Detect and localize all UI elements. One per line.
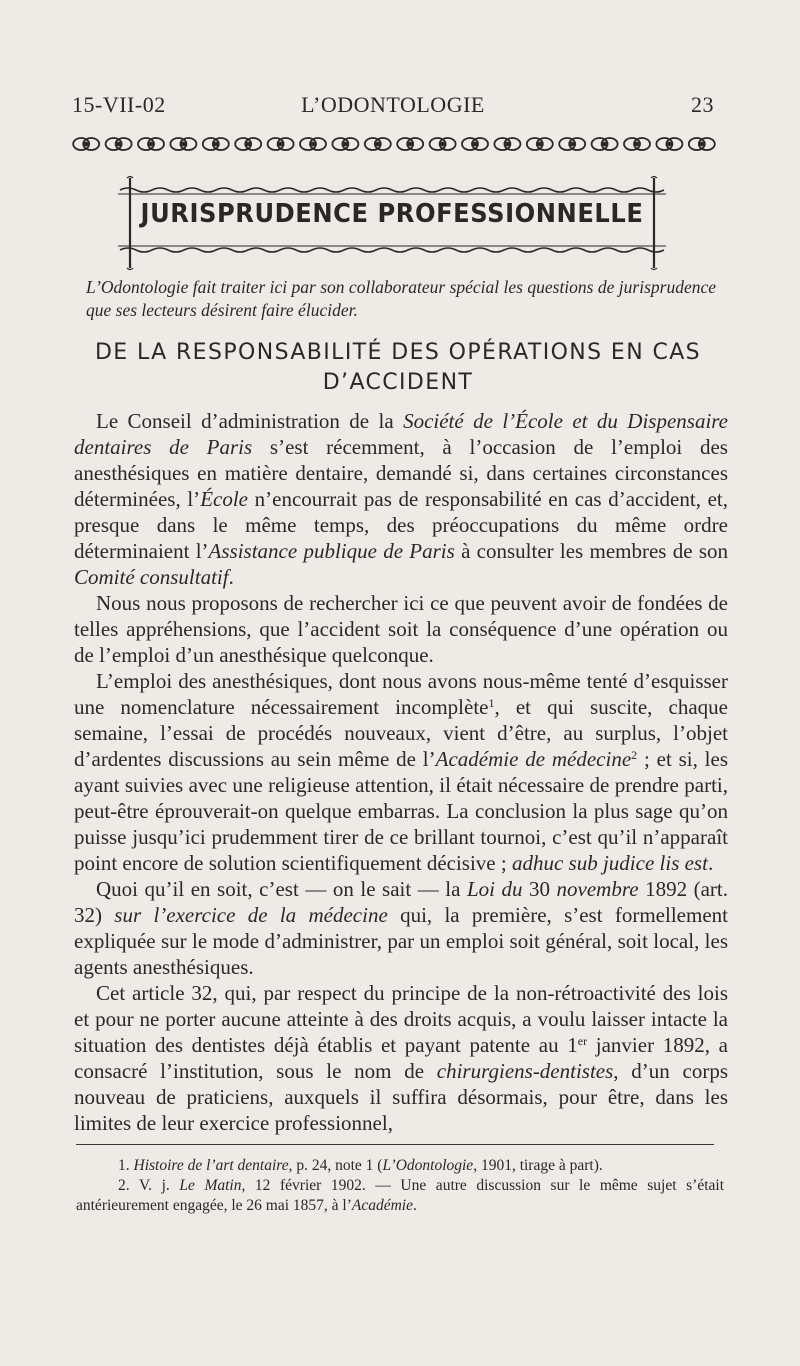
footnote-rule (76, 1144, 714, 1145)
rubric-title: JURISPRUDENCE PROFESSIONNELLE (140, 199, 644, 229)
ornament-motif (462, 138, 488, 150)
rubric-intro: L’Odontologie fait traiter ici par son collaborateur spécial les questions de jurisprudence que ses lecteurs désirent faire élucider. (86, 277, 716, 320)
article-body (74, 408, 728, 1136)
ornament-motif (300, 138, 326, 150)
ornament-motif (332, 138, 358, 150)
footnote-1: 1. Histoire de l’art dentaire, p. 24, note 1 (L’Odontologie, 1901, tirage à part). (118, 1157, 603, 1174)
footnotes (76, 1156, 724, 1216)
ornament-motif (365, 138, 391, 150)
ornament-motif (656, 138, 682, 150)
ornament-motif (527, 138, 553, 150)
paragraph-1: Le Conseil d’administration de la Société de l’École et du Dispensaire dentaires de Paris s’est récemment, à l’occasion de l’emploi des anesthésiques en matière dentaire, demandé si, dans certaines circonstances déterminées, l’École n’encourrait pas de responsabilité en cas d’accident, et, presque dans le même temps, des préoccupations du même ordre déterminaient l’Assistance publique de Paris à consulter les membres de son Comité consultatif. (74, 409, 728, 589)
journal-title: L’ODONTOLOGIE (301, 92, 485, 117)
paragraph-3: L’emploi des anesthésiques, dont nous avons nous-même tenté d’esquisser une nomenclature nécessairement incomplète$^1$, et qui suscite, chaque semaine, l’essai de procédés nouveaux, vient d’être, au surplus, l’objet d’ardentes discussions au sein même de l’Académie de médecine$^2$ ; et si, les ayant suivies avec une religieuse attention, il était nécessaire de prendre parti, peut-être éprouverait-on quelque embarras. La conclusion la plus sage qu’on puisse jusqu’ici prudemment tirer de ce brillant tournoi, c’est qu’il n’apparaît point encore de solution scientifiquement décisive ; adhuc sub judice lis est. (74, 669, 729, 875)
footnote-2: 2. V. j. Le Matin, 12 février 1902. — Une autre discussion sur le même sujet s’était antérieurement engagée, le 26 mai 1857, à l’Académie. (76, 1177, 724, 1214)
ornament-motif (430, 138, 456, 150)
paragraph-2: Nous nous proposons de rechercher ici ce que peuvent avoir de fondées de telles appréhensions, que l’accident soit la conséquence d’une opération ou de l’emploi d’un anesthésique quelconque. (74, 591, 728, 667)
article-title-line-1: DE LA RESPONSABILITÉ DES OPÉRATIONS EN CAS (94, 340, 702, 365)
ornament-motif (203, 138, 229, 150)
running-header (72, 92, 714, 120)
ornament-motif (73, 138, 99, 150)
article-title (68, 338, 728, 398)
rubric-frame (116, 172, 668, 276)
article-title-line-2: D’ACCIDENT (322, 370, 474, 395)
paragraph-5: Cet article 32, qui, par respect du principe de la non-rétroactivité des lois et pour ne porter aucune atteinte à des droits acquis, a voulu laisser intacte la situation des dentistes déjà établis et payant patente au 1er janvier 1892, a consacré l’institution, sous le nom de chirurgiens-dentistes, d’un corps nouveau de praticiens, auxquels il suffira désormais, pour être, dans les limites de leur exercice professionnel, (74, 981, 728, 1135)
ornament-motif (235, 138, 261, 150)
ornament-motif (106, 138, 132, 150)
ornament-motif (170, 138, 196, 150)
page-number: 23 (691, 92, 714, 117)
ornament-motif (138, 138, 164, 150)
ornament-motif (689, 138, 715, 150)
footnote-ref-1[interactable]: 1 (488, 696, 495, 710)
ornament-motif (592, 138, 618, 150)
issue-date: 15-VII-02 (72, 92, 166, 117)
ornament-motif (559, 138, 585, 150)
ornament-motif (494, 138, 520, 150)
ornament-motif (397, 138, 423, 150)
paragraph-4: Quoi qu’il en soit, c’est — on le sait — la Loi du 30 novembre 1892 (art. 32) sur l’exercice de la médecine qui, la première, s’est formellement expliquée sur le mode d’administrer, par un emploi soit général, soit local, les agents anesthésiques. (74, 877, 728, 979)
ornament-band (70, 130, 718, 158)
ornament-motif (268, 138, 294, 150)
ornament-motif (624, 138, 650, 150)
footnote-ref-2[interactable]: 2 (631, 748, 638, 762)
